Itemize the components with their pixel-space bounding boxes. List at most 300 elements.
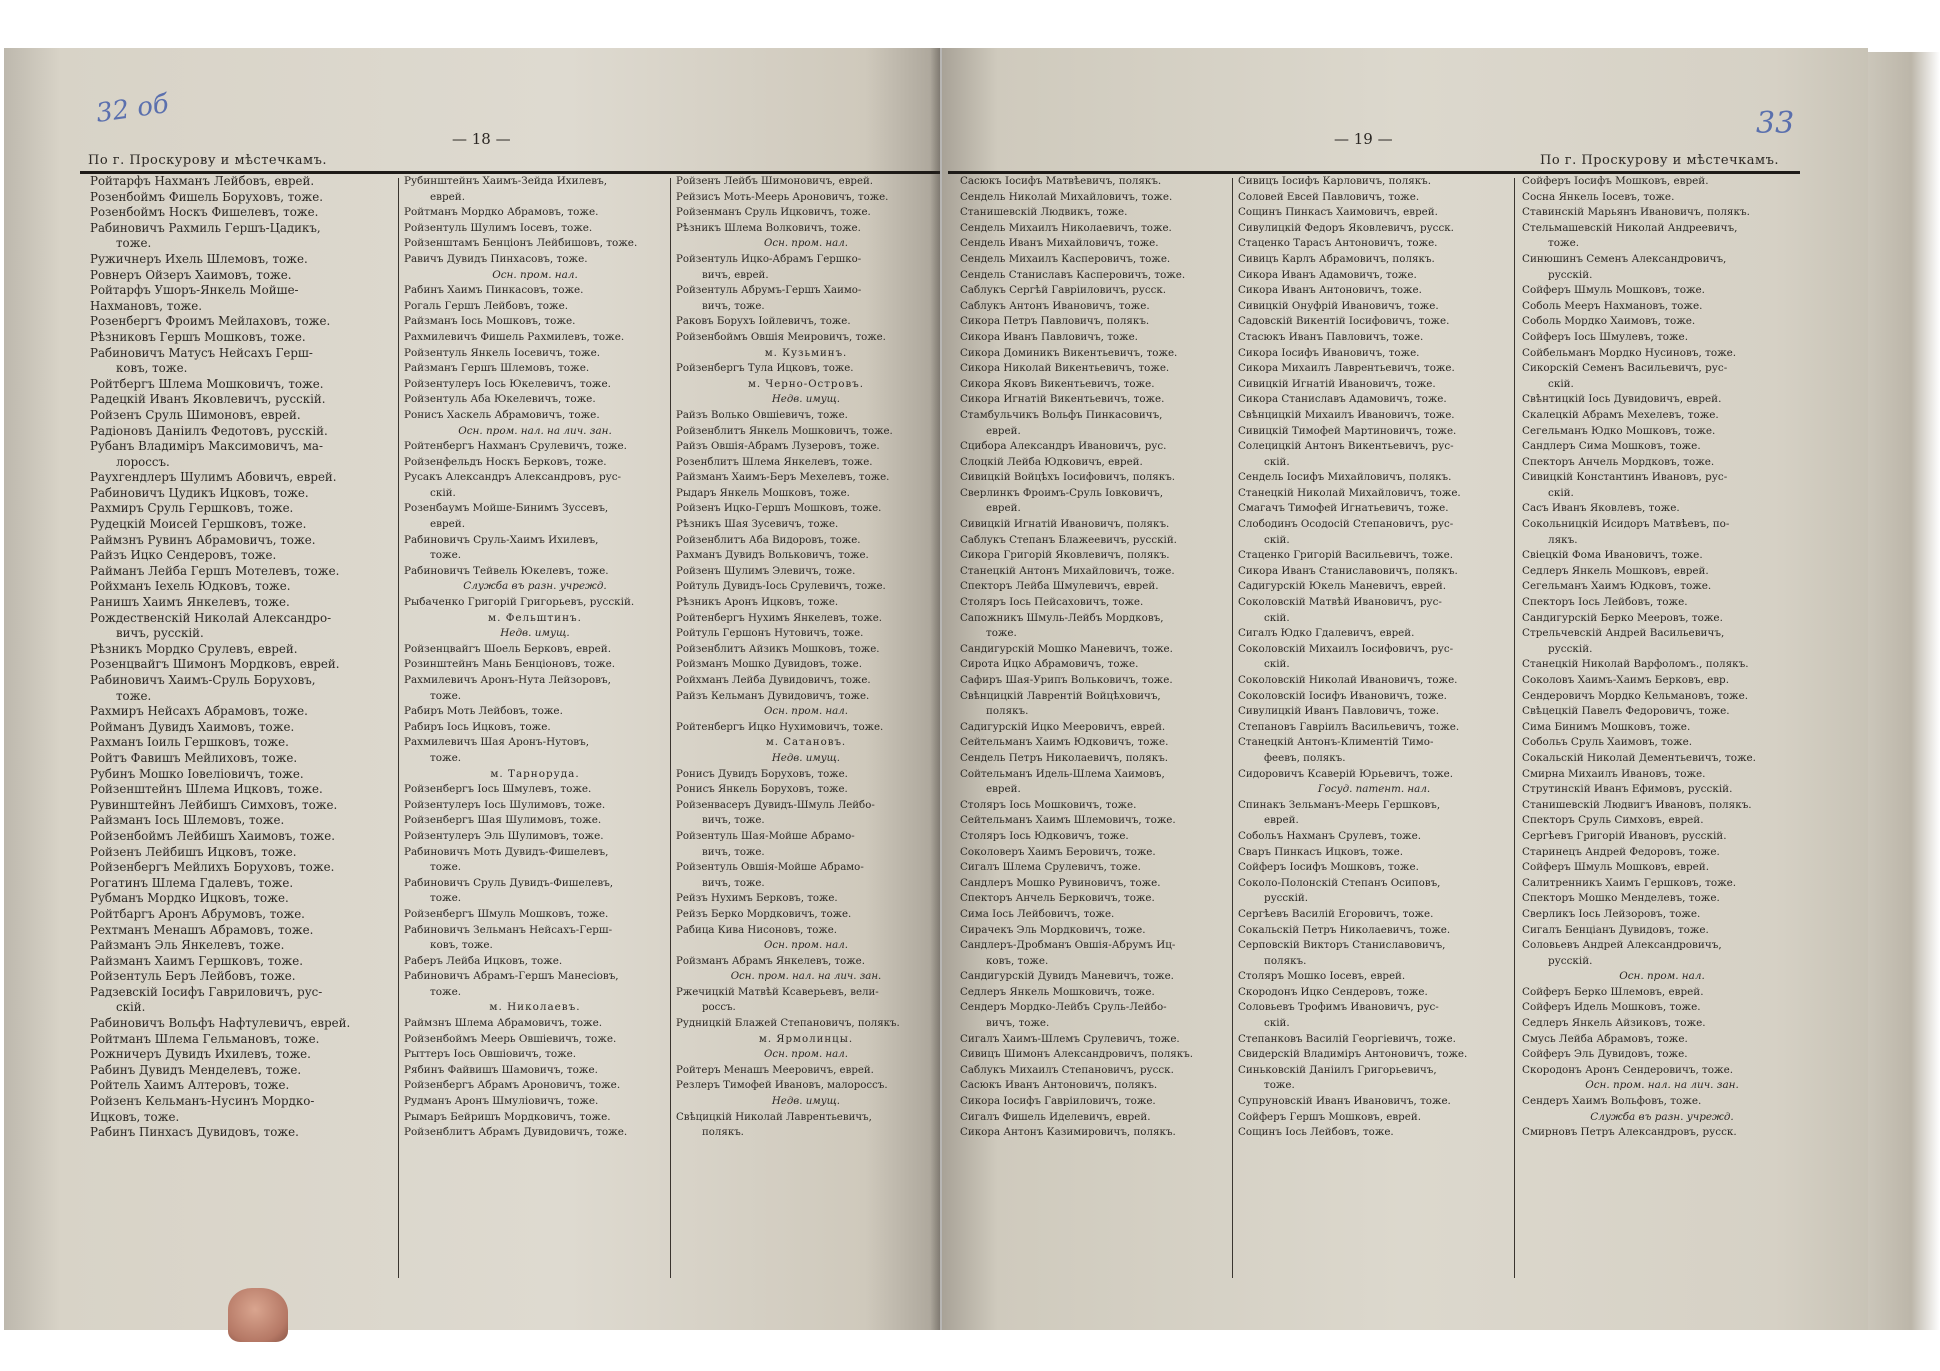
list-item: Соболь Мордко Хаимовъ, тоже. — [1522, 315, 1696, 328]
list-item: Райзманъ Хаимъ Гершковъ, тоже. — [90, 953, 303, 968]
list-item: тоже. — [1264, 1079, 1295, 1092]
list-item: Райзъ Волько Овшіевичъ, тоже. — [676, 409, 848, 421]
list-item: Сирота Ицко Абрамовичъ, тоже. — [960, 658, 1139, 671]
list-item: Рѣзникъ Мордко Срулевъ, еврей. — [90, 641, 298, 656]
list-item: скій. — [1264, 533, 1290, 546]
list-item: Рѣзникъ Шлема Волковичъ, тоже. — [676, 222, 861, 234]
folio-note: 32 об — [94, 89, 171, 129]
list-item: Ружичнеръ Ихель Шлемовъ, тоже. — [90, 251, 308, 266]
column-divider — [398, 178, 399, 1278]
list-item: Ройзенъ Ицко-Гершъ Мошковъ, тоже. — [676, 503, 882, 515]
list-item: Осн. пром. нал. — [764, 238, 848, 250]
list-item: Скородонъ Аронъ Сендеровичъ, тоже. — [1522, 1063, 1734, 1076]
list-item: м. Кузьминъ. — [764, 347, 848, 359]
list-item: Рабиръ Іось Ицковъ, тоже. — [404, 720, 551, 733]
list-item: Спекторъ Сруль Симховъ, еврей. — [1522, 814, 1704, 827]
list-item: Стасюкъ Иванъ Павловичъ, тоже. — [1238, 330, 1424, 343]
list-item: Соловьевъ Трофимъ Ивановичъ, рус- — [1238, 1001, 1439, 1014]
list-item: Рябинъ Файвишъ Шамовичъ, тоже. — [404, 1063, 598, 1076]
list-item: тоже. — [430, 892, 462, 905]
list-item: Ицковъ, тоже. — [90, 1109, 180, 1124]
list-item: Раберъ Лейба Ицковъ, тоже. — [404, 954, 563, 967]
list-item: Соколовскій Николай Ивановичъ, тоже. — [1238, 674, 1458, 686]
left-page — [4, 48, 940, 1330]
list-item: Рабиновичъ Цудикъ Ицковъ, тоже. — [90, 485, 309, 500]
list-item: Рабиновичъ Зельманъ Нейсахъ-Герш- — [404, 923, 613, 936]
list-item: Сикора Николай Викентьевичъ, тоже. — [960, 362, 1170, 375]
list-item: Сикора Станиславъ Адамовичъ, тоже. — [1238, 393, 1447, 406]
list-item: Ройтеръ Менашъ Мееровичъ, еврей. — [676, 1064, 874, 1076]
list-item: Ройзентуль Янкель Іосевичъ, тоже. — [404, 346, 601, 359]
list-item: Сикора Иванъ Станиславовичъ, полякъ. — [1238, 564, 1458, 577]
list-item: Ройзентуль Шая-Мойше Абрамо- — [676, 830, 855, 842]
list-item: Радецкій Иванъ Яковлевичъ, русскій. — [90, 392, 326, 407]
list-item: вичъ, тоже. — [702, 300, 765, 312]
list-item: скій. — [430, 486, 456, 499]
list-item: тоже. — [116, 688, 152, 703]
list-item: Соколовскій Матвѣй Ивановичъ, рус- — [1238, 596, 1442, 609]
list-item: Ройзенфельдъ Носкъ Берковъ, тоже. — [404, 455, 607, 468]
list-item: Сендель Петръ Николаевичъ, полякъ. — [960, 751, 1169, 764]
list-item: Рейзъ Берко Мордковичъ, тоже. — [676, 908, 852, 920]
entries-column-3 — [676, 174, 936, 1141]
list-item: Сивулицкій Федоръ Яковлевичъ, русск. — [1238, 221, 1454, 234]
right-page — [942, 48, 1868, 1330]
list-item: тоже. — [430, 861, 462, 874]
list-item: Ройхманъ Лейба Дувидовичъ, тоже. — [676, 675, 871, 686]
list-item: Столяръ Іось Мошковичъ, тоже. — [960, 798, 1137, 811]
list-item: Рабинъ Дувидъ Менделевъ, тоже. — [90, 1062, 302, 1077]
list-item: скій. — [1264, 1017, 1290, 1030]
list-item: Сойтельманъ Идель-Шлема Хаимовъ, — [960, 767, 1165, 780]
list-item: Стаценко Григорій Васильевичъ, тоже. — [1238, 549, 1453, 562]
list-item: Сивицкій Игнатій Ивановичъ, тоже. — [1238, 377, 1436, 390]
list-item: еврей. — [430, 518, 466, 531]
list-item: Сойферъ Іосифъ Мошковъ, еврей. — [1522, 175, 1709, 187]
list-item: Рудецкій Моисей Гершковъ, тоже. — [90, 517, 307, 532]
list-item: Ройтарфъ Ушоръ-Янкель Мойше- — [90, 283, 299, 298]
list-item: Ройзентуль Ицко-Абрамъ Гершко- — [676, 253, 862, 265]
list-item: Рабиновичъ Матусъ Нейсахъ Герш- — [90, 345, 313, 360]
list-item: Сойферъ Шмуль Мошковъ, еврей. — [1522, 861, 1709, 874]
list-item: Сандигурскій Мошко Маневичъ, тоже. — [960, 642, 1173, 655]
list-item: Ройзенблитъ Аба Видоровъ, тоже. — [676, 534, 861, 546]
list-item: Скородонъ Ицко Сендеровъ, тоже. — [1238, 985, 1428, 998]
list-item: тоже. — [116, 236, 152, 251]
list-item: Рѣзникъ Аронъ Ицковъ, тоже. — [676, 597, 839, 609]
list-item: Служба въ разн. учрежд. — [463, 580, 607, 593]
list-item: Свѣнтицкій Іось Дувидовичъ, еврей. — [1522, 393, 1722, 406]
list-item: Райзманъ Іось Шлемовъ, тоже. — [90, 813, 285, 828]
list-item: Свѣцицкій Николай Лаврентьевичъ, — [676, 1111, 872, 1123]
list-item: Станецкій Антонъ-Климентій Тимо- — [1238, 736, 1434, 749]
list-item: Рогатинъ Шлема Гдалевъ, тоже. — [90, 875, 294, 890]
list-item: ковъ, тоже. — [430, 939, 493, 952]
list-item: Сойферъ Іосифъ Мошковъ, тоже. — [1238, 861, 1419, 874]
list-item: м. Сатановъ. — [765, 737, 847, 749]
list-item: Стамбульчикъ Вольфъ Пинкасовичъ, — [960, 408, 1163, 421]
list-item: Райзманъ Эль Янкелевъ, тоже. — [90, 938, 285, 953]
list-item: русскій. — [1548, 954, 1593, 967]
list-item: Сикора Иванъ Адамовичъ, тоже. — [1238, 268, 1417, 281]
list-item: Ройзентуль Аба Юкелевичъ, тоже. — [404, 393, 596, 406]
list-item: Сивицкій Онуфрій Ивановичъ, тоже. — [1238, 299, 1439, 312]
list-item: Ройтманъ Мордко Абрамовъ, тоже. — [404, 206, 599, 219]
list-item: Рубманъ Мордко Ицковъ, тоже. — [90, 891, 289, 906]
list-item: полякъ. — [986, 705, 1029, 718]
list-item: Нахмановъ, тоже. — [90, 298, 203, 313]
list-item: Струтинскій Иванъ Ефимовъ, русскій. — [1522, 783, 1733, 796]
page-edge — [1868, 52, 1940, 1330]
list-item: Свидерскій Владиміръ Антоновичъ, тоже. — [1238, 1048, 1468, 1061]
list-item: Ройтенбергъ Нухимъ Янкелевъ, тоже. — [676, 612, 883, 624]
list-item: Ройзенбергъ Шая Шулимовъ, тоже. — [404, 814, 602, 827]
column-divider — [670, 178, 671, 1278]
list-item: полякъ. — [1264, 954, 1307, 967]
list-item: еврей. — [986, 783, 1021, 796]
list-item: Резлеръ Тимофей Ивановъ, малороссъ. — [676, 1080, 888, 1092]
list-item: Ройтуль Дувидъ-Іось Срулевичъ, тоже. — [676, 581, 886, 593]
list-item: Рейзисъ Моть-Меерь Ароновичъ, тоже. — [676, 191, 889, 203]
list-item: скій. — [116, 1000, 146, 1015]
entries-column-2 — [404, 174, 666, 1141]
list-item: тоже. — [1548, 237, 1580, 250]
list-item: Сивицкій Войцѣхъ Іосифовичъ, полякъ. — [960, 471, 1176, 484]
column-divider — [1232, 178, 1233, 1278]
list-item: Ройзенштамъ Бенціонъ Лейбишовъ, тоже. — [404, 237, 638, 250]
list-item: Сикора Іосифъ Ивановичъ, тоже. — [1238, 346, 1420, 359]
list-item: Ройзенъ Лейбъ Шимоновичъ, еврей. — [676, 176, 874, 187]
list-item: Ронисъ Дувидъ Боруховъ, тоже. — [676, 768, 848, 780]
list-item: Соколо-Полонскій Степанъ Осиповъ, — [1238, 876, 1441, 889]
list-item: Ройтъ Фавишъ Мейлиховъ, тоже. — [90, 750, 298, 765]
list-item: Ройзенцвайгъ Шоель Берковъ, еврей. — [404, 642, 612, 655]
list-item: Сергѣевъ Григорій Ивановъ, русскій. — [1522, 829, 1727, 842]
list-item: Садигурскій Ицко Мееровичъ, еврей. — [960, 720, 1166, 733]
list-item: Сегельманъ Хаимъ Юдковъ, тоже. — [1522, 580, 1712, 593]
list-item: Недв. имущ. — [771, 752, 841, 764]
list-item: Соболь Мееръ Нахмановъ, тоже. — [1522, 299, 1703, 312]
list-item: Ройзенбергъ Шмуль Мошковъ, тоже. — [404, 907, 609, 920]
running-head: По г. Проскурову и мѣстечкамъ. — [1540, 153, 1780, 168]
list-item: Сваръ Пинкасъ Ицковъ, тоже. — [1238, 845, 1403, 858]
list-item: Супруновскій Иванъ Ивановичъ, тоже. — [1238, 1095, 1451, 1108]
list-item: Рабинъ Пинхасъ Дувидовъ, тоже. — [90, 1125, 299, 1140]
list-item: Рыдаръ Янкель Мошковъ, тоже. — [676, 487, 850, 499]
list-item: Станецкій Николай Варфоломъ., полякъ. — [1522, 658, 1749, 671]
list-item: вичъ, тоже. — [702, 815, 765, 827]
list-item: Сендель Михаилъ Касперовичъ, тоже. — [960, 252, 1171, 265]
list-item: Сендель Михаилъ Николаевичъ, тоже. — [960, 221, 1172, 234]
list-item: Сигалъ Шлема Срулевичъ, тоже. — [960, 861, 1141, 874]
list-item: Садигурскій Юкель Маневичъ, еврей. — [1238, 580, 1447, 593]
list-item: Сощинъ Пинкасъ Хаимовичъ, еврей. — [1238, 206, 1438, 219]
list-item: Столяръ Мошко Іосевъ, еврей. — [1238, 970, 1406, 983]
list-item: тоже. — [430, 689, 462, 702]
list-item: Рубинъ Мошко Іовеліовичъ, тоже. — [90, 766, 304, 781]
list-item: Ройзенвасеръ Дувидъ-Шмуль Лейбо- — [676, 799, 875, 811]
list-item: Райзъ Ицко Сендеровъ, тоже. — [90, 548, 277, 563]
list-item: Сикора Яковъ Викентьевичъ, тоже. — [960, 377, 1155, 390]
list-item: Русакъ Александръ Александровъ, рус- — [404, 471, 622, 484]
list-item: Рабинъ Хаимъ Пинкасовъ, тоже. — [404, 284, 584, 297]
list-item: Скалецкій Абрамъ Мехелевъ, тоже. — [1522, 408, 1719, 421]
list-item: русскій. — [1264, 892, 1309, 905]
list-item: Свѣнцицкій Михаилъ Ивановичъ, тоже. — [1238, 408, 1455, 421]
list-item: Раймзнъ Шлема Абрамовичъ, тоже. — [404, 1017, 603, 1030]
list-item: Спинакъ Зельманъ-Меерь Гершковъ, — [1238, 798, 1441, 811]
list-item: Ройманъ Дувидъ Хаимовъ, тоже. — [90, 719, 295, 734]
list-item: вичъ, русскій. — [116, 626, 204, 641]
list-item: Сикора Григорій Яковлевичъ, полякъ. — [960, 549, 1170, 562]
list-item: Сафиръ Шая-Урипъ Вольковичъ, тоже. — [960, 674, 1173, 686]
list-item: Рахмиръ Сруль Гершковъ, тоже. — [90, 501, 294, 516]
list-item: Сивицъ Іосифъ Карловичъ, полякъ. — [1238, 175, 1431, 187]
list-item: Сендеръ Мордко-Лейбъ Сруль-Лейбо- — [960, 1001, 1167, 1014]
list-item: Собольъ Сруль Хаимовъ, тоже. — [1522, 736, 1693, 749]
list-item: Смирновъ Петръ Александровъ, русск. — [1522, 1126, 1737, 1139]
list-item: Райзъ Овшія-Абрамъ Лузеровъ, тоже. — [676, 441, 880, 453]
list-item: Радіоновъ Даніилъ Федотовъ, русскій. — [90, 423, 328, 438]
list-item: Рейзъ Нухимъ Берковъ, тоже. — [676, 893, 838, 905]
list-item: Ройтенбергъ Ицко Нухимовичъ, тоже. — [676, 721, 884, 733]
list-item: Свіецкій Фома Ивановичъ, тоже. — [1522, 549, 1703, 562]
list-item: Стельмашевскій Николай Андреевичъ, — [1522, 221, 1738, 234]
list-item: Сергѣевъ Василій Егоровичъ, тоже. — [1238, 907, 1434, 920]
list-item: Сивулицкій Иванъ Павловичъ, тоже. — [1238, 705, 1440, 718]
list-item: Рабиновичъ Моть Дувидъ-Фишелевъ, — [404, 845, 609, 858]
page-number: — 19 — — [1334, 130, 1393, 148]
list-item: ковъ, тоже. — [986, 954, 1049, 967]
list-item: Райзманъ Іось Мошковъ, тоже. — [404, 315, 576, 328]
list-item: Ройзенбергъ Іось Шмулевъ, тоже. — [404, 783, 592, 796]
list-item: Свѣцецкій Павелъ Федоровичъ, тоже. — [1522, 705, 1730, 718]
list-item: Сивицъ Шимонъ Александровичъ, полякъ. — [960, 1048, 1194, 1061]
list-item: Сигалъ Бенціанъ Дувидовъ, тоже. — [1522, 923, 1709, 936]
entries-column-3 — [1522, 174, 1802, 1141]
list-item: Ройзенъ Кельманъ-Нусинъ Мордко- — [90, 1094, 315, 1109]
list-item: ковъ, тоже. — [116, 361, 188, 376]
list-item: Сокальскій Петръ Николаевичъ, тоже. — [1238, 923, 1451, 936]
list-item: Рахмилевичъ Аронъ-Нута Лейзоровъ, — [404, 674, 611, 686]
list-item: Ройзенбергъ Тула Ицковъ, тоже. — [676, 363, 854, 375]
list-item: Станецкій Николай Михайловичъ, тоже. — [1238, 486, 1461, 499]
list-item: Сандигурскій Дувидъ Маневичъ, тоже. — [960, 970, 1174, 983]
list-item: Рубанъ Владиміръ Максимовичъ, ма- — [90, 439, 323, 454]
list-item: Синьковскій Даніилъ Григорьевичъ, — [1238, 1063, 1437, 1076]
list-item: Рабиновичъ Вольфъ Нафтулевичъ, еврей. — [90, 1016, 351, 1031]
folio-note: 33 — [1756, 106, 1795, 141]
list-item: Слободинъ Осодосій Степановичъ, рус- — [1238, 518, 1454, 531]
list-item: Осн. пром. нал. на лич. зан. — [458, 424, 612, 437]
list-item: Сикора Игнатій Викентьевичъ, тоже. — [960, 393, 1165, 406]
list-item: Сендеровичъ Мордко Кельмановъ, тоже. — [1522, 689, 1749, 702]
list-item: Ройзенбоймъ Меерь Овшіевичъ, тоже. — [404, 1032, 617, 1045]
list-item: феевъ, полякъ. — [1264, 751, 1346, 764]
list-item: Осн. пром. нал. на лич. зан. — [1585, 1079, 1739, 1092]
list-item: Рѣзникъ Шая Зусевичъ, тоже. — [676, 519, 839, 531]
list-item: Райзъ Кельманъ Дувидовичъ, тоже. — [676, 690, 870, 702]
list-item: Сейтельманъ Хаимъ Шлемовичъ, тоже. — [960, 814, 1176, 827]
list-item: Ройтуль Гершонъ Нутовичъ, тоже. — [676, 628, 864, 640]
list-item: скій. — [1548, 377, 1574, 390]
list-item: Сивицкій Константинъ Ивановъ, рус- — [1522, 471, 1728, 484]
list-item: м. Черно-Островъ. — [748, 378, 864, 390]
list-item: Сойферъ Іось Шмулевъ, тоже. — [1522, 330, 1689, 343]
list-item: Ройзентуль Овшія-Мойше Абрамо- — [676, 862, 864, 874]
list-item: Сикорскій Семенъ Васильевичъ, рус- — [1522, 362, 1728, 375]
list-item: Сендель Іосифъ Михайловичъ, полякъ. — [1238, 471, 1452, 484]
list-item: Сикора Іосифъ Гавріиловичъ, тоже. — [960, 1095, 1156, 1108]
list-item: Станецкій Антонъ Михайловичъ, тоже. — [960, 564, 1175, 577]
list-item: Седлеръ Янкель Мошковъ, еврей. — [1522, 564, 1709, 577]
list-item: Ройзенъ Лейбишъ Ицковъ, тоже. — [90, 844, 297, 859]
list-item: Сасюкъ Иванъ Антоновичъ, полякъ. — [960, 1079, 1158, 1092]
list-item: тоже. — [430, 985, 462, 998]
list-item: Ройзентуль Беръ Лейбовъ, тоже. — [90, 969, 296, 984]
list-item: Сима Іось Лейбовичъ, тоже. — [960, 907, 1115, 920]
list-item: Рудманъ Аронъ Шмуліовичъ, тоже. — [404, 1095, 599, 1108]
list-item: Спекторъ Анчель Берковичъ, тоже. — [960, 892, 1155, 905]
list-item: Саблукъ Степанъ Блажеевичъ, русскій. — [960, 533, 1177, 546]
list-item: Радзевскій Іосифъ Гавриловичъ, рус- — [90, 984, 323, 999]
list-item: Ройзенбоймъ Лейбишъ Хаимовъ, тоже. — [90, 828, 335, 843]
list-item: Сандигурскій Берко Мееровъ, тоже. — [1522, 611, 1723, 624]
list-item: скій. — [1264, 455, 1290, 468]
list-item: Рабиновичъ Абрамъ-Гершъ Манесіовъ, — [404, 970, 619, 983]
list-item: Ройзманъ Абрамъ Янкелевъ, тоже. — [676, 955, 865, 967]
list-item: Райманъ Лейба Гершъ Мотелевъ, тоже. — [90, 563, 340, 578]
list-item: Сигалъ Фишель Иделевичъ, еврей. — [960, 1110, 1151, 1123]
list-item: Сикора Антонъ Казимировичъ, полякъ. — [960, 1126, 1176, 1139]
list-item: Ронисъ Хаскель Абрамовичъ, тоже. — [404, 408, 600, 421]
list-item: Розинштейнъ Мань Бенціоновъ, тоже. — [404, 658, 616, 671]
list-item: м. Фельштинъ. — [488, 611, 582, 624]
list-item: Рымаръ Бейришъ Мордковичъ, тоже. — [404, 1110, 611, 1123]
list-item: Осн. пром. нал. — [764, 706, 848, 718]
list-item: Сокальскій Николай Дементьевичъ, тоже. — [1522, 751, 1756, 764]
list-item: Рождественскій Николай Александро- — [90, 610, 332, 625]
list-item: Райзманъ Гершъ Шлемовъ, тоже. — [404, 362, 590, 375]
list-item: Ронисъ Янкель Боруховъ, тоже. — [676, 784, 848, 796]
list-item: еврей. — [1264, 814, 1299, 827]
list-item: Ройзенблитъ Янкель Мошковичъ, тоже. — [676, 425, 893, 437]
list-item: Раймзнъ Рувинъ Абрамовичъ, тоже. — [90, 532, 316, 547]
list-item: Ройзентуль Абрумъ-Гершъ Хаимо- — [676, 285, 862, 297]
list-item: Розенбоймъ Носкъ Фишелевъ, тоже. — [90, 205, 319, 220]
list-item: скій. — [1264, 611, 1290, 624]
list-item: Сверликъ Іось Лейзоровъ, тоже. — [1522, 907, 1701, 920]
list-item: полякъ. — [702, 1127, 744, 1139]
list-item: Рахмиръ Нейсахъ Абрамовъ, тоже. — [90, 704, 308, 719]
list-item: тоже. — [430, 751, 462, 764]
list-item: Старинецъ Андрей Федоровъ, тоже. — [1522, 845, 1720, 858]
list-item: Стрельчевскій Андрей Васильевичъ, — [1522, 627, 1725, 640]
list-item: Серповскій Викторъ Станиславовичъ, — [1238, 939, 1446, 952]
list-item: Ройзенъ Сруль Шимоновъ, еврей. — [90, 407, 301, 422]
list-item: Ройзенманъ Сруль Ицковичъ, тоже. — [676, 207, 871, 219]
list-item: лороссъ. — [116, 454, 170, 469]
list-item: Соколовскій Михаилъ Іосифовичъ, рус- — [1238, 642, 1454, 655]
list-item: Сосна Янкель Іосевъ, тоже. — [1522, 190, 1675, 203]
list-item: Рыбаченко Григорій Григорьевъ, русскій. — [404, 596, 635, 609]
list-item: Седлеръ Янкель Айзиковъ, тоже. — [1522, 1017, 1706, 1030]
list-item: Сивицъ Карлъ Абрамовичъ, полякъ. — [1238, 252, 1435, 265]
list-item: Саблукъ Антонъ Ивановичъ, тоже. — [960, 299, 1150, 312]
list-item: Сегельманъ Юдко Мошковъ, тоже. — [1522, 424, 1716, 437]
list-item: Ставинскій Марьянъ Ивановичъ, полякъ. — [1522, 206, 1750, 219]
list-item: Садовскій Викентій Іосифовичъ, тоже. — [1238, 315, 1450, 328]
list-item: Рудницкій Блажей Степановичъ, полякъ. — [676, 1018, 900, 1030]
list-item: Сигалъ Хаимъ-Шлемъ Срулевичъ, тоже. — [960, 1032, 1180, 1045]
list-item: Сивицкій Игнатій Ивановичъ, полякъ. — [960, 518, 1170, 531]
list-item: Рабиновичъ Сруль-Хаимъ Ихилевъ, — [404, 533, 599, 546]
list-item: лякъ. — [1548, 533, 1578, 546]
list-item: Осн. пром. нал. — [492, 268, 578, 281]
list-item: Сейтельманъ Хаимъ Юдковичъ, тоже. — [960, 736, 1169, 749]
list-item: Ройхманъ Іехель Юдковъ, тоже. — [90, 579, 291, 594]
running-head: По г. Проскурову и мѣстечкамъ. — [88, 153, 328, 168]
list-item: Раухгендлеръ Шулимъ Абовичъ, еврей. — [90, 470, 337, 485]
list-item: еврей. — [986, 424, 1021, 437]
list-item: Осн. пром. нал. — [764, 1049, 848, 1061]
list-item: Спекторъ Анчель Мордковъ, тоже. — [1522, 455, 1715, 468]
list-item: Служба въ разн. учрежд. — [1590, 1110, 1734, 1123]
list-item: Слоцкій Лейба Юдковичъ, еврей. — [960, 455, 1143, 468]
list-item: Сирачекъ Эль Мордковичъ, тоже. — [960, 923, 1146, 936]
list-item: вичъ, тоже. — [986, 1017, 1050, 1030]
list-item: еврей. — [430, 190, 466, 203]
list-item: Рехтманъ Менашъ Абрамовъ, тоже. — [90, 922, 314, 937]
list-item: Смирна Михаилъ Ивановъ, тоже. — [1522, 767, 1706, 780]
list-item: Розенбергъ Фроимъ Мейлаховъ, тоже. — [90, 314, 331, 329]
list-item: Осн. пром. нал. — [764, 940, 848, 952]
list-item: Рахманъ Іоиль Гершковъ, тоже. — [90, 735, 289, 750]
list-item: Равичъ Дувидъ Пинхасовъ, тоже. — [404, 252, 588, 265]
list-item: Ровнеръ Ойзеръ Хаимовъ, тоже. — [90, 267, 292, 282]
list-item: Смусь Лейба Абрамовъ, тоже. — [1522, 1032, 1688, 1045]
list-item: Сидоровичъ Ксаверій Юрьевичъ, тоже. — [1238, 767, 1454, 780]
list-item: Рабиръ Моть Лейбовъ, тоже. — [404, 705, 563, 718]
list-item: Сикора Иванъ Антоновичъ, тоже. — [1238, 284, 1422, 297]
list-item: Сандлеръ-Дробманъ Овшія-Абрумъ Иц- — [960, 939, 1176, 952]
list-item: Собольъ Нахманъ Срулевъ, тоже. — [1238, 829, 1422, 842]
list-item: Ройтарфъ Нахманъ Лейбовъ, еврей. — [90, 174, 315, 188]
list-item: Недв. имущ. — [500, 627, 570, 640]
list-item: Соколоверъ Хаимъ Беровичъ, тоже. — [960, 845, 1156, 858]
list-item: Ройтбаргъ Аронъ Абрумовъ, тоже. — [90, 906, 305, 921]
list-item: Сойферъ Эль Дувидовъ, тоже. — [1522, 1048, 1688, 1061]
list-item: Сикора Михаилъ Лаврентьевичъ, тоже. — [1238, 362, 1455, 375]
list-item: Розенбаумъ Мойше-Бинимъ Зуссевъ, — [404, 502, 609, 515]
list-item: Розенцвайгъ Шимонъ Мордковъ, еврей. — [90, 657, 340, 672]
list-item: Недв. имущ. — [771, 394, 841, 406]
list-item: Рабиновичъ Сруль Дувидъ-Фишелевъ, — [404, 876, 614, 889]
list-item: Сендеръ Хаимъ Вольфовъ, тоже. — [1522, 1095, 1702, 1108]
list-item: Станишевскій Людвигъ Ивановъ, полякъ. — [1522, 798, 1752, 811]
list-item: еврей. — [986, 502, 1021, 515]
list-item: Смагачъ Тимофей Игнатьевичъ, тоже. — [1238, 502, 1449, 515]
list-item: Ройзенблитъ Айзикъ Мошковъ, тоже. — [676, 643, 880, 655]
list-item: Сапожникъ Шмуль-Лейбъ Мордковъ, — [960, 611, 1164, 624]
list-item: Столяръ Іось Юдковичъ, тоже. — [960, 829, 1129, 842]
list-item: Ройзенбергъ Абрамъ Ароновичъ, тоже. — [404, 1079, 621, 1092]
list-item: Ржечицкій Матвѣй Ксаверьевъ, вели- — [676, 986, 879, 998]
list-item: Розенблитъ Шлема Янкелевъ, тоже. — [676, 456, 873, 468]
list-item: Ройзманъ Мошко Дувидовъ, тоже. — [676, 659, 862, 671]
list-item: Солецицкій Антонъ Викентьевичъ, рус- — [1238, 440, 1454, 453]
list-item: россъ. — [702, 1002, 736, 1014]
